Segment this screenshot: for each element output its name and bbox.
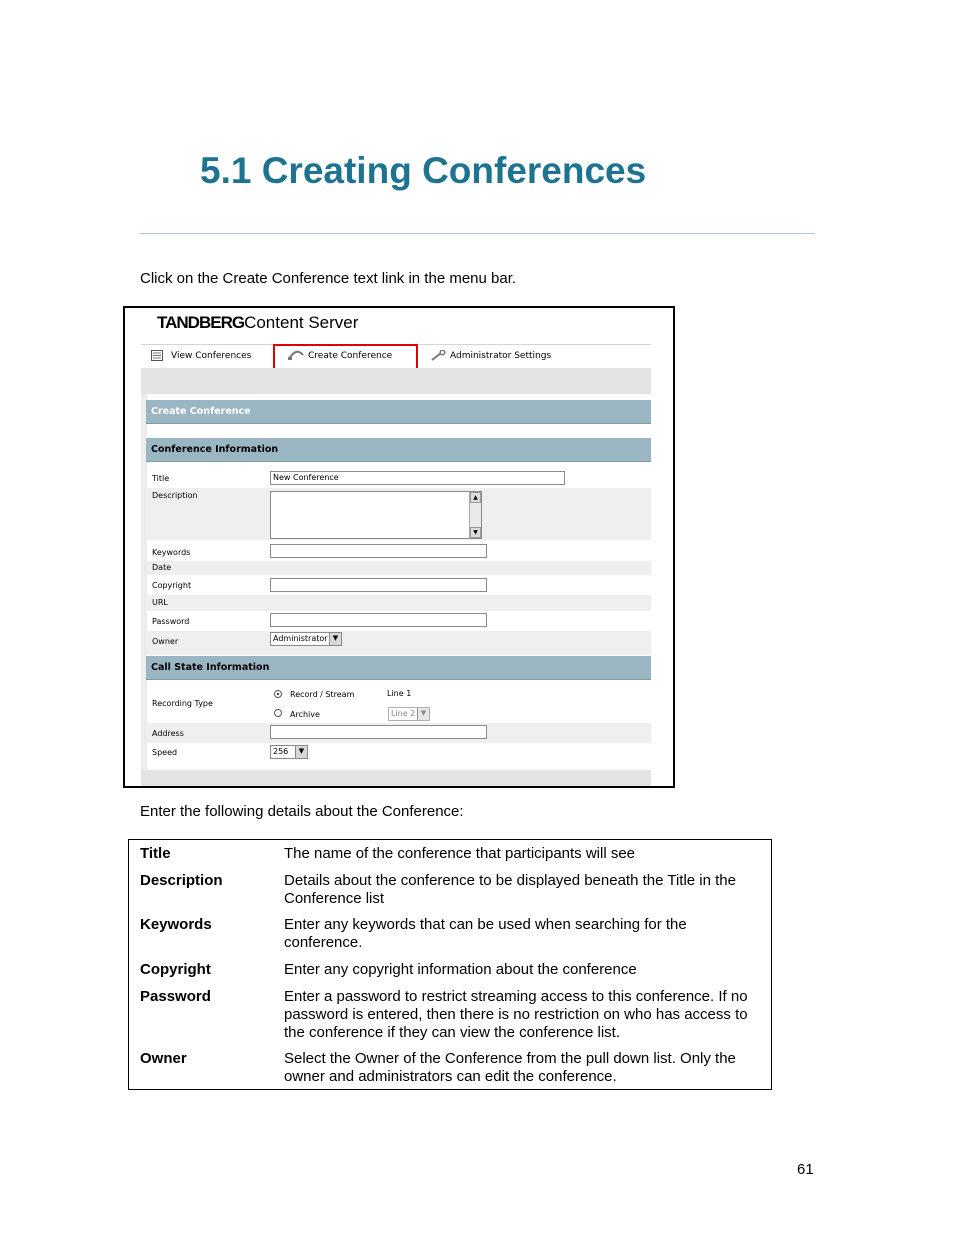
scroll-down-icon[interactable]: ▼: [470, 527, 481, 538]
menu-label: Administrator Settings: [450, 350, 552, 361]
copyright-label: Copyright: [152, 581, 192, 590]
page-number: 61: [797, 1161, 814, 1178]
bottom-strip: [141, 770, 651, 786]
menu-label: Create Conference: [308, 350, 393, 361]
term-owner: Owner: [140, 1050, 187, 1067]
owner-select[interactable]: [270, 632, 342, 646]
page-title: 5.1 Creating Conferences: [200, 150, 647, 191]
term-password: Password: [140, 988, 211, 1005]
toolbar-strip: [141, 368, 651, 394]
line-select[interactable]: [388, 707, 430, 721]
owner-label: Owner: [152, 637, 179, 646]
term-description: Description: [140, 872, 223, 889]
line1-label: Line 1: [387, 689, 412, 698]
brand-logo: TANDBERGContent Server: [157, 313, 359, 332]
speed-select[interactable]: [270, 745, 308, 759]
address-label: Address: [152, 729, 184, 738]
definition-password: Enter a password to restrict streaming access to this conference. If no password is entered, then there is no restriction on who has access to the conference if they can view the conference list.: [284, 988, 748, 1041]
date-label: Date: [152, 563, 172, 572]
field-definitions-table: [128, 839, 772, 1090]
definition-owner: Select the Owner of the Conference from the pull down list. Only the owner and administrators can edit the conference.: [284, 1050, 736, 1085]
term-copyright: Copyright: [140, 961, 211, 978]
chevron-down-icon[interactable]: ▼: [417, 708, 429, 720]
scroll-up-icon[interactable]: ▲: [470, 492, 481, 503]
definition-description: Details about the conference to be displayed beneath the Title in the Conference list: [284, 872, 736, 907]
textarea-scrollbar[interactable]: [469, 492, 481, 538]
speed-value: 256: [273, 747, 289, 756]
menu-label: View Conferences: [171, 350, 252, 361]
section-call-state-information: Call State Information: [146, 656, 651, 680]
chevron-down-icon[interactable]: ▼: [295, 746, 307, 758]
url-row: [146, 595, 651, 611]
section-create-conference: Create Conference: [146, 400, 651, 424]
radio-record-stream[interactable]: [274, 690, 282, 698]
owner-value: Administrator: [273, 634, 328, 643]
password-input[interactable]: [270, 613, 487, 627]
chevron-down-icon[interactable]: ▼: [329, 633, 341, 645]
title-label: Title: [152, 474, 170, 483]
definition-copyright: Enter any copyright information about the conference: [284, 961, 637, 978]
title-input[interactable]: New Conference: [270, 471, 565, 485]
speed-label: Speed: [152, 748, 178, 757]
description-textarea[interactable]: [270, 491, 482, 539]
description-label: Description: [152, 491, 198, 500]
title-divider: [140, 233, 815, 234]
wrench-icon: [430, 350, 442, 361]
radio-archive[interactable]: [274, 709, 282, 717]
details-intro: Enter the following details about the Conference:: [140, 803, 464, 820]
url-label: URL: [152, 598, 168, 607]
definition-title: The name of the conference that participants will see: [284, 845, 636, 862]
line2-value: Line 2: [391, 709, 416, 718]
recording-type-label: Recording Type: [152, 699, 213, 708]
password-label: Password: [152, 617, 190, 626]
create-conference-screenshot: [123, 306, 675, 788]
keywords-label: Keywords: [152, 548, 191, 557]
speed-row: [146, 743, 651, 765]
record-stream-label: Record / Stream: [290, 690, 355, 699]
intro-paragraph: Click on the Create Conference text link in the menu bar.: [140, 270, 517, 287]
copyright-input[interactable]: [270, 578, 487, 592]
date-row: [146, 561, 651, 575]
menu-administrator-settings[interactable]: [430, 350, 551, 361]
owner-row: [146, 631, 651, 655]
definition-keywords: Enter any keywords that can be used when searching for the conference.: [284, 916, 687, 951]
address-input[interactable]: [270, 725, 487, 739]
menu-view-conferences[interactable]: [151, 350, 251, 361]
conference-list-icon: [151, 350, 163, 361]
keywords-input[interactable]: [270, 544, 487, 558]
term-title: Title: [140, 845, 171, 862]
term-keywords: Keywords: [140, 916, 212, 933]
section-conference-information: Conference Information: [146, 438, 651, 462]
archive-label: Archive: [290, 710, 320, 719]
